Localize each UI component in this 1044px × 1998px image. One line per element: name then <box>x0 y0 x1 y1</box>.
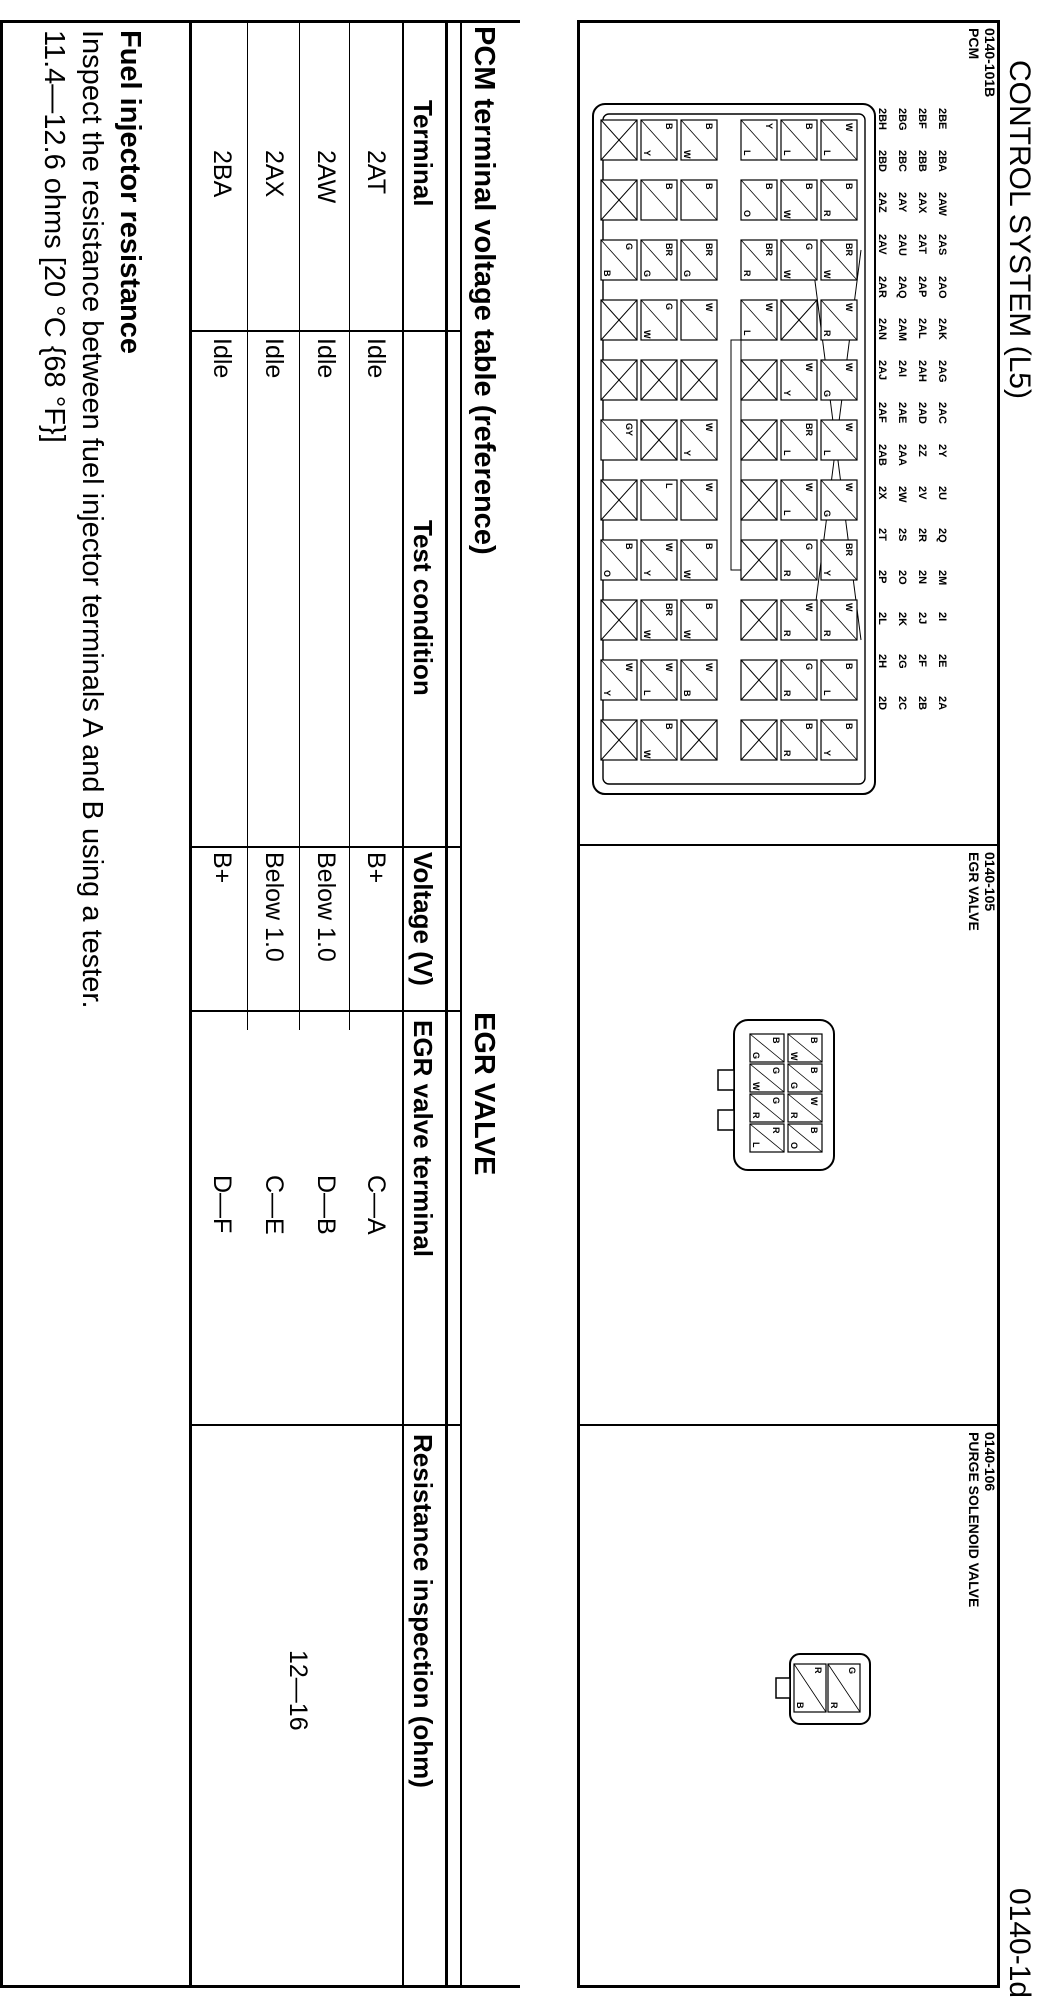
wire-color: W <box>822 270 832 279</box>
pcm-terminal-id: 2AQ <box>896 276 908 299</box>
wire-color: G <box>751 1052 761 1060</box>
wire-color: L <box>822 690 832 696</box>
connector-panel-left <box>577 20 1000 23</box>
wire-color: W <box>704 423 714 432</box>
pcm-terminal-id: 2BF <box>916 108 928 129</box>
pcm-terminal-id: 2AD <box>916 402 928 425</box>
wire-color: B <box>664 183 674 190</box>
wire-color: Y <box>642 150 652 157</box>
pcm-terminal-id: 2A <box>936 696 948 711</box>
wire-color: BR <box>844 543 854 556</box>
pcm-terminal-id: 2AY <box>896 192 908 213</box>
pcm-table-cell: 2AX <box>260 150 288 198</box>
wire-color: B <box>682 690 692 697</box>
pcm-table-title-line <box>460 20 462 1988</box>
wire-color: G <box>804 663 814 671</box>
tables-frame-top-egr <box>445 846 448 1988</box>
pcm-terminal-id: 2V <box>916 486 928 500</box>
fuel-injector-title: Fuel injector resistance <box>114 30 146 354</box>
wire-color: W <box>844 603 854 612</box>
pcm-table-cell: 2BA <box>208 150 236 198</box>
pcm-terminal-id: 2AV <box>876 234 888 255</box>
pcm-terminal-id: 2M <box>936 570 948 586</box>
wire-color: R <box>782 570 792 577</box>
wire-color: W <box>782 210 792 219</box>
wire-color: G <box>642 270 652 278</box>
wire-color: GY <box>624 423 634 437</box>
wire-color: W <box>664 663 674 672</box>
wire-color: G <box>822 390 832 398</box>
pcm-connector-code: 0140-101B <box>982 28 998 98</box>
wire-color: B <box>844 663 854 670</box>
pcm-terminal-id: 2C <box>896 696 908 711</box>
pcm-terminal-id: 2BC <box>896 150 908 173</box>
pcm-table-cell: 2AW <box>312 150 340 204</box>
wire-color: Y <box>642 570 652 577</box>
wire-color: B <box>704 543 714 550</box>
pcm-terminal-id: 2AX <box>916 192 928 214</box>
pcm-table-row-line <box>299 20 300 1030</box>
wire-color: B <box>704 183 714 190</box>
egr-tab <box>718 1110 734 1130</box>
wire-color: B <box>764 183 774 190</box>
wire-color: W <box>682 150 692 159</box>
wire-color: R <box>813 1667 823 1674</box>
wire-color: G <box>771 1097 781 1105</box>
pcm-table-cell: Below 1.0 <box>312 852 340 962</box>
purge-connector-diagram <box>764 1640 884 1750</box>
pcm-table-row-line <box>349 20 350 1030</box>
pcm-table-cell: 2AT <box>362 150 390 194</box>
pcm-table-cell: Idle <box>208 338 236 379</box>
pcm-terminal-id: 2AB <box>876 444 888 467</box>
wire-color: Y <box>822 570 832 577</box>
pcm-connector-diagram <box>581 100 881 800</box>
pcm-terminal-id: 2N <box>916 570 928 585</box>
wire-color: W <box>844 423 854 432</box>
pcm-table-cell: B+ <box>208 852 236 884</box>
pcm-terminal-id: 2AP <box>916 276 928 298</box>
pcm-terminal-id: 2J <box>916 612 928 625</box>
wire-color: W <box>844 123 854 132</box>
pcm-terminal-id: 2X <box>876 486 888 500</box>
wire-color: B <box>844 183 854 190</box>
pcm-terminal-id: 2O <box>896 570 908 585</box>
tables-frame-top <box>445 20 448 848</box>
wire-color: W <box>704 303 714 312</box>
pcm-terminal-id: 2AW <box>936 192 948 216</box>
wire-color: B <box>809 1127 819 1134</box>
wire-color: G <box>624 243 634 251</box>
wire-color: Y <box>682 450 692 457</box>
wire-color: B <box>771 1037 781 1044</box>
pcm-table-cell: Idle <box>260 338 288 379</box>
wire-color: G <box>789 1082 799 1090</box>
wire-color: BR <box>804 423 814 436</box>
wire-color: W <box>624 663 634 672</box>
wire-color: W <box>844 303 854 312</box>
wire-color: W <box>844 483 854 492</box>
pcm-terminal-id: 2AF <box>876 402 888 423</box>
wire-color: R <box>742 270 752 277</box>
wire-color: L <box>751 1142 761 1148</box>
wire-color: R <box>751 1112 761 1119</box>
wire-color: W <box>751 1082 761 1091</box>
pcm-terminal-id: 2BB <box>916 150 928 173</box>
wire-color: B <box>804 723 814 730</box>
pcm-table-header-line <box>402 20 404 1988</box>
pcm-terminal-id: 2T <box>876 528 888 541</box>
pcm-terminal-id: 2L <box>876 612 888 625</box>
wire-color: L <box>664 483 674 489</box>
pcm-terminal-id: 2AZ <box>876 192 888 213</box>
egr-table-col-line <box>192 1424 460 1426</box>
pcm-terminal-id: 2S <box>896 528 908 542</box>
egr-connector-diagram <box>684 1010 844 1180</box>
wire-color: G <box>822 510 832 518</box>
wire-color: O <box>789 1142 799 1150</box>
pcm-table-header: Terminal <box>408 100 438 207</box>
page-code: 0140-1d <box>1003 1888 1036 1998</box>
wire-color: W <box>789 1052 799 1061</box>
wire-color: BR <box>764 243 774 256</box>
wire-color: W <box>642 630 652 639</box>
egr-table-terminal: D—F <box>208 1175 236 1234</box>
egr-table-header: Resistance inspection (ohm) <box>408 1434 438 1788</box>
wire-color: W <box>764 303 774 312</box>
pcm-table-cell: Idle <box>312 338 340 379</box>
pcm-terminal-id: 2Y <box>936 444 948 458</box>
pcm-terminal-id: 2AA <box>896 444 908 467</box>
tables-frame-bottom-outer <box>0 20 3 1988</box>
pcm-terminal-id: 2U <box>936 486 948 501</box>
wire-color: R <box>829 1702 839 1709</box>
wire-color: L <box>642 690 652 696</box>
pcm-connector-name: PCM <box>966 28 982 60</box>
wire-color: W <box>642 750 652 759</box>
page-title: CONTROL SYSTEM (L5) <box>1003 60 1036 399</box>
wire-color: R <box>789 1112 799 1119</box>
pcm-key-slot <box>731 340 741 570</box>
wire-color: L <box>742 330 752 336</box>
pcm-table-col-line <box>192 330 460 332</box>
pcm-terminal-id: 2AO <box>936 276 948 299</box>
wire-color: W <box>804 363 814 372</box>
wire-color: BR <box>664 243 674 256</box>
wire-color: B <box>624 543 634 550</box>
pcm-terminal-id: 2AE <box>896 402 908 424</box>
fuel-injector-instruction: Inspect the resistance between fuel injector terminals A and B using a tester. <box>76 30 108 1009</box>
connector-panel-top <box>997 20 1000 1988</box>
wire-color: G <box>682 270 692 278</box>
egr-connector-name: EGR VALVE <box>966 852 982 931</box>
wire-color: BR <box>704 243 714 256</box>
wire-color: W <box>704 483 714 492</box>
pcm-table-cell: Below 1.0 <box>260 852 288 962</box>
wire-color: G <box>804 543 814 551</box>
wire-color: B <box>844 723 854 730</box>
pcm-terminal-id: 2H <box>876 654 888 669</box>
pcm-terminal-id: 2P <box>876 570 888 584</box>
pcm-terminal-id: 2AC <box>936 402 948 425</box>
pcm-terminal-id: 2BH <box>876 108 888 131</box>
pcm-table-row-line <box>247 20 248 1030</box>
wire-color: W <box>804 483 814 492</box>
pcm-table-col-line <box>192 846 460 848</box>
egr-tab <box>718 1070 734 1090</box>
wire-color: Y <box>822 750 832 757</box>
wire-color: Y <box>764 123 774 130</box>
pcm-terminal-id: 2AM <box>896 318 908 342</box>
pcm-terminal-id: 2G <box>896 654 908 669</box>
wire-color: L <box>822 150 832 156</box>
pcm-terminal-id: 2F <box>916 654 928 667</box>
wire-color: B <box>664 723 674 730</box>
wire-color: W <box>809 1097 819 1106</box>
pcm-terminal-id: 2Q <box>936 528 948 543</box>
purge-tab <box>776 1678 790 1698</box>
wire-color: W <box>664 543 674 552</box>
wire-color: W <box>642 330 652 339</box>
egr-table-terminal: C—E <box>260 1175 288 1235</box>
pcm-terminal-id: 2K <box>896 612 908 627</box>
pcm-terminal-id: 2E <box>936 654 948 668</box>
pcm-terminal-id: 2Z <box>916 444 928 457</box>
pcm-table-header: Voltage (V) <box>408 852 438 986</box>
tables-frame-right <box>0 1985 520 1988</box>
wire-color: W <box>844 363 854 372</box>
pcm-terminal-id: 2I <box>936 612 948 622</box>
wire-color: BR <box>664 603 674 616</box>
egr-table-title: EGR VALVE <box>468 1012 500 1176</box>
pcm-table-header: Test condition <box>408 520 438 696</box>
egr-connector-code: 0140-105 <box>982 852 998 912</box>
wire-color: Y <box>782 390 792 397</box>
wire-color: B <box>809 1037 819 1044</box>
wire-color: B <box>704 603 714 610</box>
pcm-terminal-id: 2AT <box>916 234 928 254</box>
wire-color: L <box>822 450 832 456</box>
egr-table-terminal: C—A <box>362 1175 390 1235</box>
wire-color: W <box>804 603 814 612</box>
pcm-terminal-id: 2AK <box>936 318 948 341</box>
pcm-terminal-id: 2AS <box>936 234 948 256</box>
wire-color: R <box>771 1127 781 1134</box>
purge-connector-code: 0140-106 <box>982 1432 998 1492</box>
divider-egr-purge <box>577 1424 1000 1426</box>
wire-color: R <box>782 630 792 637</box>
pcm-terminal-id: 2D <box>876 696 888 711</box>
wire-color: BR <box>844 243 854 256</box>
pcm-terminal-id: 2R <box>916 528 928 543</box>
tables-frame-left <box>0 20 520 23</box>
wire-color: O <box>742 210 752 218</box>
wire-color: Y <box>602 690 612 697</box>
wire-color: G <box>804 243 814 251</box>
wire-color: B <box>704 123 714 130</box>
wire-color: B <box>804 123 814 130</box>
pcm-table-cell: B+ <box>362 852 390 884</box>
wire-color: L <box>782 510 792 516</box>
wire-color: B <box>809 1067 819 1074</box>
wire-color: B <box>804 183 814 190</box>
pcm-terminal-id: 2AN <box>876 318 888 341</box>
egr-table-resistance: 12—16 <box>284 1650 312 1731</box>
wire-color: W <box>704 663 714 672</box>
wire-color: R <box>782 750 792 757</box>
wire-color: B <box>795 1702 805 1709</box>
wire-color: L <box>782 450 792 456</box>
wire-color: G <box>847 1667 857 1675</box>
pcm-terminal-id: 2AG <box>936 360 948 383</box>
wire-color: G <box>771 1067 781 1075</box>
pcm-terminal-id: 2B <box>916 696 928 711</box>
wire-color: R <box>782 690 792 697</box>
wire-color: W <box>782 270 792 279</box>
pcm-terminal-id: 2AR <box>876 276 888 299</box>
wire-color: L <box>742 150 752 156</box>
wire-color: R <box>822 630 832 637</box>
fuel-injector-spec: 11.4—12.6 ohms [20 °C {68 °F}] <box>38 30 70 443</box>
pcm-terminal-id: 2AL <box>916 318 928 339</box>
divider-pcm-egr <box>577 844 1000 846</box>
egr-table-col-line <box>192 1010 460 1012</box>
tables-frame-bottom <box>189 20 192 1988</box>
wire-color: W <box>682 570 692 579</box>
pcm-terminal-id: 2BE <box>936 108 948 130</box>
connector-panel-bottom <box>577 20 580 1988</box>
pcm-terminal-id: 2BG <box>896 108 908 131</box>
wire-color: W <box>682 630 692 639</box>
wire-color: B <box>664 123 674 130</box>
wire-color: G <box>664 303 674 311</box>
pcm-table-title: PCM terminal voltage table (reference) <box>468 26 500 555</box>
pcm-terminal-id: 2BA <box>936 150 948 173</box>
wire-color: O <box>602 570 612 578</box>
pcm-terminal-id: 2AJ <box>876 360 888 381</box>
purge-connector-name: PURGE SOLENOID VALVE <box>966 1432 982 1608</box>
wire-color: R <box>822 330 832 337</box>
pcm-terminal-id: 2AU <box>896 234 908 257</box>
pcm-terminal-id: 2BD <box>876 150 888 173</box>
pcm-terminal-id: 2AH <box>916 360 928 383</box>
wire-color: L <box>782 150 792 156</box>
connector-panel-right <box>577 1985 1000 1988</box>
wire-color: B <box>602 270 612 277</box>
pcm-table-cell: Idle <box>362 338 390 379</box>
pcm-terminal-id: 2AI <box>896 360 908 378</box>
wire-color: R <box>822 210 832 217</box>
pcm-terminal-id: 2W <box>896 486 908 503</box>
egr-table-terminal: D—B <box>312 1175 340 1235</box>
egr-table-header: EGR valve terminal <box>408 1020 438 1257</box>
